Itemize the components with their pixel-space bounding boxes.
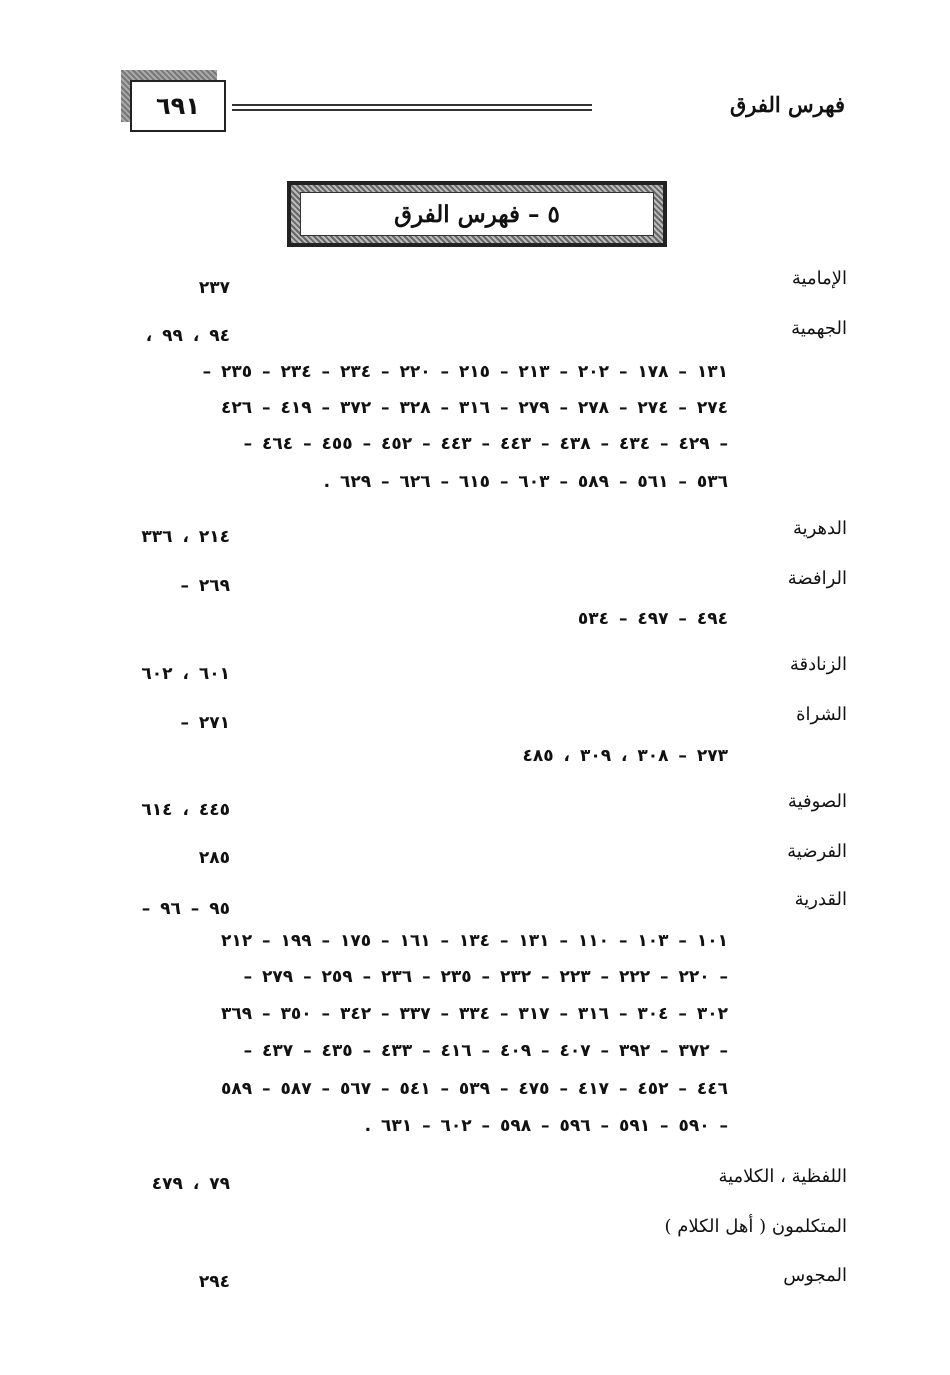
page-refs-line: – ٣٧٢ – ٣٩٢ – ٤٠٧ – ٤٠٩ – ٤١٦ – ٤٣٣ – ٤٣٥ – ٤٣٧ – xyxy=(243,1041,728,1061)
page-refs: ٩٤ ، ٩٩ ، xyxy=(145,326,230,346)
header-rule xyxy=(232,104,592,106)
page-refs: ٢٦٩ – xyxy=(180,576,230,596)
page-refs-line: – ٤٢٩ – ٤٣٤ – ٤٣٨ – ٤٤٣ – ٤٤٣ – ٤٥٢ – ٤٥٥ – ٤٦٤ – xyxy=(243,434,728,454)
page-refs: ٢٩٤ xyxy=(198,1272,230,1292)
page-refs: ٧٩ ، ٤٧٩ xyxy=(151,1174,230,1194)
page-refs-line: ٢٧٣ – ٣٠٨ ، ٣٠٩ ، ٤٨٥ xyxy=(522,746,728,766)
page-refs-line: ٣٠٢ – ٣٠٤ – ٣١٦ – ٣١٧ – ٣٣٤ – ٣٣٧ – ٣٤٢ – ٣٥٠ – ٣٦٩ xyxy=(220,1004,728,1024)
index-term: القدرية xyxy=(794,889,847,910)
page-refs-line: ٤٩٤ – ٤٩٧ – ٥٣٤ xyxy=(577,609,728,629)
page-refs: ٢١٤ ، ٣٣٦ xyxy=(141,527,230,547)
page-refs-line: – ٢٢٠ – ٢٢٢ – ٢٢٣ – ٢٣٢ – ٢٣٥ – ٢٣٦ – ٢٥٩ – ٢٧٩ – xyxy=(243,967,728,987)
page-refs-line: ١٠١ – ١٠٣ – ١١٠ – ١٣١ – ١٣٤ – ١٦١ – ١٧٥ – ١٩٩ – ٢١٢ xyxy=(220,931,728,951)
index-term: الفرضية xyxy=(787,841,847,862)
page-refs-line: – ٥٩٠ – ٥٩١ – ٥٩٦ – ٥٩٨ – ٦٠٢ – ٦٣١ . xyxy=(364,1116,728,1136)
page-refs: ٢٣٧ xyxy=(198,278,230,298)
section-title-box xyxy=(287,181,667,247)
index-term: الرافضة xyxy=(787,568,847,589)
page-refs: ٢٧١ – xyxy=(180,713,230,733)
page-refs-line: ٥٣٦ – ٥٦١ – ٥٨٩ – ٦٠٣ – ٦١٥ – ٦٢٦ – ٦٢٩ . xyxy=(323,472,728,492)
index-term: الزنادقة xyxy=(789,654,847,675)
header-rule xyxy=(232,109,592,111)
index-term: الشراة xyxy=(796,704,847,725)
page-refs: ٦٠١ ، ٦٠٢ xyxy=(141,664,230,684)
index-term: الصوفية xyxy=(787,791,847,812)
page-refs-line: ٢٧٤ – ٢٧٤ – ٢٧٨ – ٢٧٩ – ٣١٦ – ٣٢٨ – ٣٧٢ – ٤١٩ – ٤٢٦ xyxy=(220,398,728,418)
page-refs: ٤٤٥ ، ٦١٤ xyxy=(141,800,230,820)
page-refs-line: ١٣١ – ١٧٨ – ٢٠٢ – ٢١٣ – ٢١٥ – ٢٢٠ – ٢٣٤ – ٢٣٤ – ٢٣٥ – xyxy=(202,362,728,382)
page-refs: ٢٨٥ xyxy=(198,848,230,868)
page-number: ٦٩١ xyxy=(130,80,226,132)
index-term: الدهرية xyxy=(792,518,847,539)
running-title: فهرس الفرق xyxy=(730,92,845,117)
index-term: المجوس xyxy=(783,1265,847,1286)
index-term: الإمامية xyxy=(791,268,847,289)
page-refs: ٩٥ – ٩٦ – xyxy=(141,899,230,919)
index-term: اللفظية ، الكلامية xyxy=(718,1166,847,1187)
index-term: المتكلمون ( أهل الكلام ) xyxy=(664,1216,847,1237)
index-term: الجهمية xyxy=(791,318,847,339)
section-title: ٥ – فهرس الفرق xyxy=(300,192,654,236)
page-refs-line: ٤٤٦ – ٤٥٢ – ٤١٧ – ٤٧٥ – ٥٣٩ – ٥٤١ – ٥٦٧ – ٥٨٧ – ٥٨٩ xyxy=(220,1079,728,1099)
